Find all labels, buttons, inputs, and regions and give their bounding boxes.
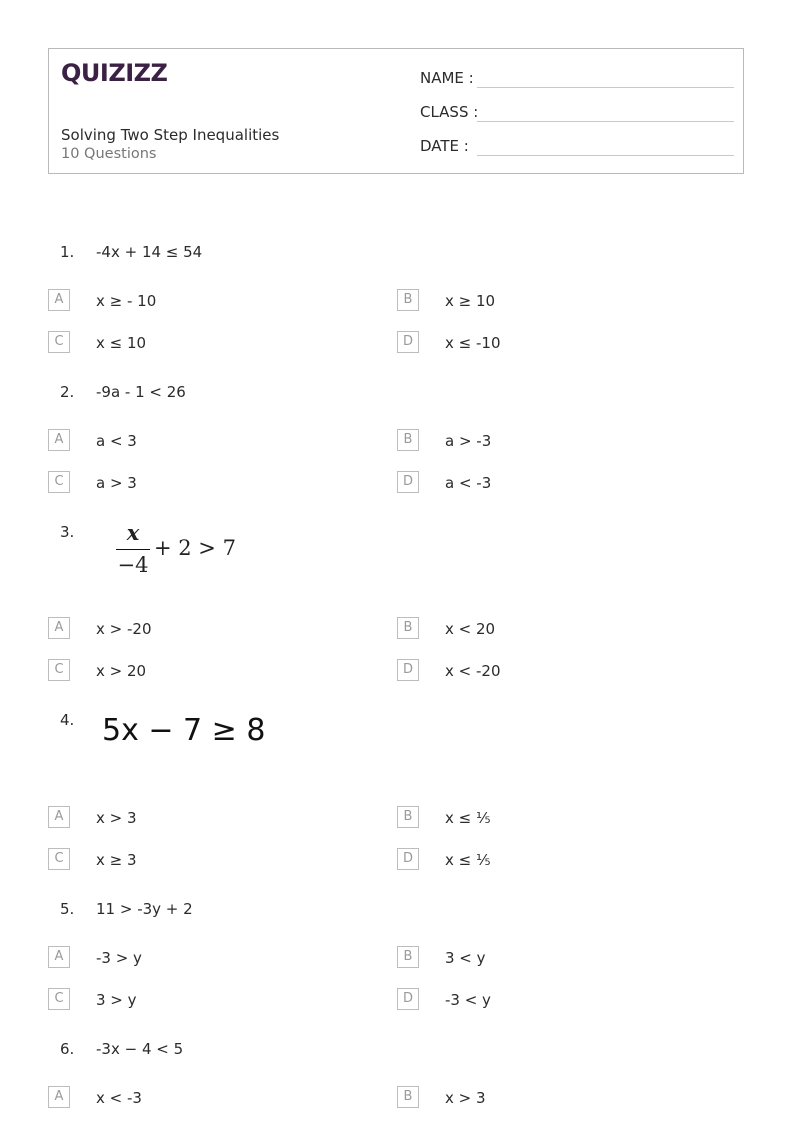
- option-b-box[interactable]: B: [397, 289, 419, 311]
- option-b-box[interactable]: B: [397, 946, 419, 968]
- option-a-box[interactable]: A: [48, 806, 70, 828]
- option-b-text: x ≥ 10: [445, 292, 496, 310]
- option-b-box[interactable]: B: [397, 429, 419, 451]
- question-text: -3x − 4 < 5: [96, 1040, 184, 1058]
- date-line: [477, 155, 734, 156]
- question-text: 11 > -3y + 2: [96, 900, 193, 918]
- option-b-text: a > -3: [445, 432, 492, 450]
- name-line: [477, 87, 734, 88]
- option-c-text: x ≥ 3: [96, 851, 137, 869]
- question-text: -4x + 14 ≤ 54: [96, 243, 203, 261]
- question-number: 4.: [60, 711, 75, 729]
- option-d-text: a < -3: [445, 474, 492, 492]
- question-number: 2.: [60, 383, 75, 401]
- math-expression: 5x − 7 ≥ 8: [102, 713, 266, 748]
- question-count: 10 Questions: [61, 146, 157, 162]
- option-a-box[interactable]: A: [48, 289, 70, 311]
- option-b-text: x < 20: [445, 620, 496, 638]
- option-a-box[interactable]: A: [48, 1086, 70, 1108]
- option-c-text: 3 > y: [96, 991, 137, 1009]
- class-line: [477, 121, 734, 122]
- worksheet-header: [48, 48, 744, 174]
- date-field[interactable]: [420, 134, 734, 158]
- option-b-box[interactable]: B: [397, 1086, 419, 1108]
- option-a-box[interactable]: A: [48, 429, 70, 451]
- option-d-text: x < -20: [445, 662, 501, 680]
- option-a-text: x > -20: [96, 620, 152, 638]
- fraction-numerator: x: [126, 520, 140, 545]
- question-number: 6.: [60, 1040, 75, 1058]
- option-d-box[interactable]: D: [397, 988, 419, 1010]
- question-text: -9a - 1 < 26: [96, 383, 186, 401]
- option-d-text: x ≤ -10: [445, 334, 501, 352]
- fraction-denominator: −4: [117, 553, 149, 577]
- option-a-text: -3 > y: [96, 949, 142, 967]
- option-b-text: x ≤ ⅕: [445, 809, 491, 827]
- option-c-box[interactable]: C: [48, 659, 70, 681]
- question-number: 3.: [60, 523, 75, 541]
- option-d-box[interactable]: D: [397, 659, 419, 681]
- option-c-text: x ≤ 10: [96, 334, 147, 352]
- option-d-box[interactable]: D: [397, 471, 419, 493]
- option-d-text: x ≤ ⅕: [445, 851, 491, 869]
- fraction-bar: [116, 549, 150, 550]
- option-c-box[interactable]: C: [48, 331, 70, 353]
- option-a-text: x > 3: [96, 809, 137, 827]
- quizizz-logo: QUIZIZZ: [61, 59, 168, 87]
- option-a-text: a < 3: [96, 432, 137, 450]
- option-c-text: x > 20: [96, 662, 147, 680]
- option-d-box[interactable]: D: [397, 331, 419, 353]
- option-a-box[interactable]: A: [48, 617, 70, 639]
- option-b-box[interactable]: B: [397, 617, 419, 639]
- option-c-box[interactable]: C: [48, 848, 70, 870]
- option-c-text: a > 3: [96, 474, 137, 492]
- class-label: CLASS :: [420, 103, 479, 121]
- math-expression: [114, 520, 254, 580]
- option-c-box[interactable]: C: [48, 988, 70, 1010]
- option-b-text: 3 < y: [445, 949, 486, 967]
- option-a-text: x ≥ - 10: [96, 292, 157, 310]
- option-b-box[interactable]: B: [397, 806, 419, 828]
- date-label: DATE :: [420, 137, 469, 155]
- question-number: 1.: [60, 243, 75, 261]
- class-field[interactable]: [420, 100, 734, 124]
- question-number: 5.: [60, 900, 75, 918]
- option-d-box[interactable]: D: [397, 848, 419, 870]
- option-c-box[interactable]: C: [48, 471, 70, 493]
- option-d-text: -3 < y: [445, 991, 491, 1009]
- name-field[interactable]: [420, 66, 734, 90]
- expression-rest: + 2 > 7: [154, 536, 236, 560]
- option-b-text: x > 3: [445, 1089, 486, 1107]
- option-a-text: x < -3: [96, 1089, 142, 1107]
- worksheet-title: Solving Two Step Inequalities: [61, 126, 280, 144]
- name-label: NAME :: [420, 69, 474, 87]
- option-a-box[interactable]: A: [48, 946, 70, 968]
